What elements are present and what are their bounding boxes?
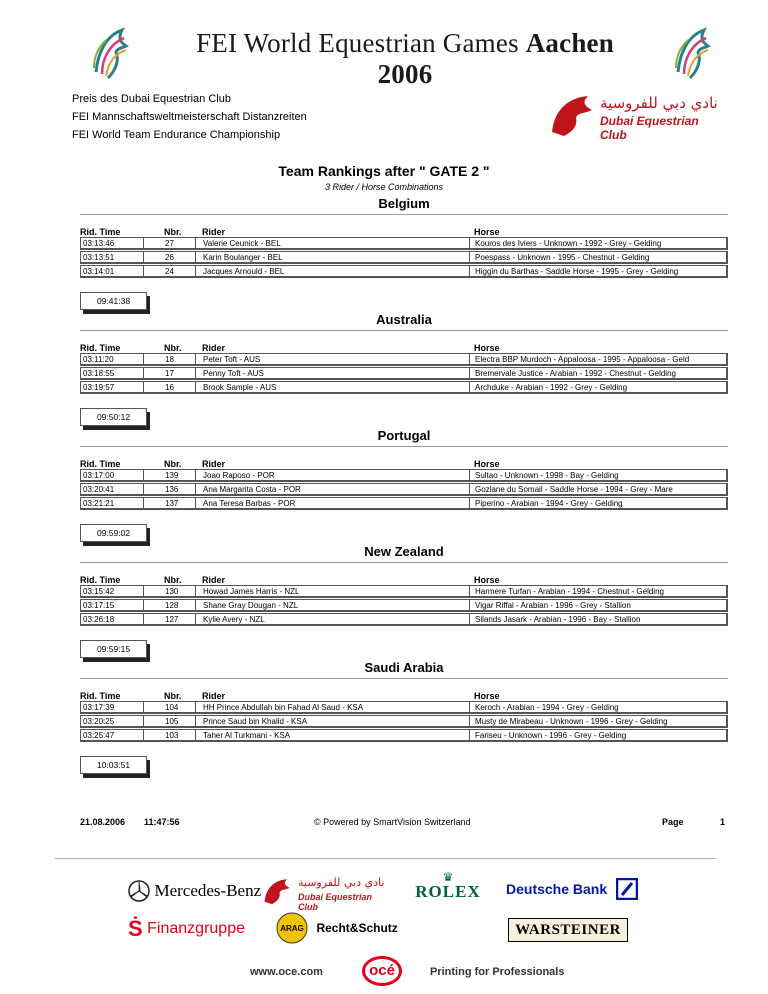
team-total-time: 09:41:38 (80, 292, 147, 310)
col-header-horse: Horse (474, 227, 500, 237)
rider-name: Kylie Avery - NZL (203, 615, 265, 624)
page-title: Team Rankings after " GATE 2 " (278, 163, 490, 179)
table-row (80, 353, 728, 366)
ride-time: 03:26:18 (83, 615, 115, 624)
col-divider (143, 382, 144, 392)
dec-horse-icon (548, 92, 596, 138)
ride-time: 03:20:25 (83, 717, 115, 726)
footer-powered: © Powered by SmartVision Switzerland (314, 817, 471, 827)
col-divider (469, 470, 470, 480)
ride-time: 03:15:42 (83, 587, 115, 596)
horse-description: Silands Jasark - Arabian - 1996 - Bay - Stallion (475, 615, 641, 624)
col-header-rider: Rider (202, 343, 226, 353)
country-name: Australia (376, 312, 432, 327)
table-row (80, 265, 728, 278)
dec-sponsor-horse-icon (262, 876, 292, 906)
col-header-horse: Horse (474, 459, 500, 469)
col-divider (143, 498, 144, 508)
col-divider (469, 614, 470, 624)
col-divider (143, 600, 144, 610)
team-total-time: 09:59:15 (80, 640, 147, 658)
rider-name: Penny Toft - AUS (203, 369, 264, 378)
col-divider (195, 266, 196, 276)
rider-name: Brook Sample - AUS (203, 383, 277, 392)
rider-name: Ana Margarita Costa - POR (203, 485, 301, 494)
header-line-1: Preis des Dubai Equestrian Club (72, 93, 231, 105)
table-row (80, 701, 728, 714)
col-header-time: Rid. Time (80, 343, 121, 353)
bib-number: 18 (165, 355, 174, 364)
col-divider (195, 484, 196, 494)
country-name: Portugal (377, 428, 431, 443)
ride-time: 03:19:57 (83, 383, 115, 392)
horse-description: Vigar Riffal - Arabian - 1996 - Grey - Stallion (475, 601, 631, 610)
bib-number: 103 (165, 731, 179, 740)
col-divider (143, 484, 144, 494)
sponsor-divider (55, 858, 715, 859)
ride-time: 03:13:51 (83, 253, 115, 262)
col-divider (469, 252, 470, 262)
col-divider (469, 354, 470, 364)
mercedes-benz-logo: Mercedes-Benz (128, 880, 261, 902)
table-row (80, 237, 728, 250)
country-divider (80, 446, 728, 447)
horse-description: Keroch - Arabian - 1994 - Grey - Gelding (475, 703, 619, 712)
col-divider (143, 702, 144, 712)
col-divider (195, 368, 196, 378)
col-divider (469, 266, 470, 276)
footer-time: 11:47:56 (144, 817, 180, 827)
col-divider (143, 470, 144, 480)
footer-page-label: Page (662, 817, 684, 827)
col-header-rider: Rider (202, 691, 226, 701)
horse-description: Kouros des Iviers - Unknown - 1992 - Grey - Gelding (475, 239, 662, 248)
col-divider (195, 730, 196, 740)
ride-time: 03:17:00 (83, 471, 115, 480)
col-divider (195, 716, 196, 726)
col-divider (195, 586, 196, 596)
table-row (80, 251, 728, 264)
bib-number: 105 (165, 717, 179, 726)
team-total-time: 09:59:02 (80, 524, 147, 542)
col-header-horse: Horse (474, 691, 500, 701)
horse-description: Bremervale Justice - Arabian - 1992 - Chestnut - Gelding (475, 369, 676, 378)
rider-name: Jacques Arnould - BEL (203, 267, 285, 276)
horse-description: Fariseu - Unknown - 1996 - Grey - Gelding (475, 731, 627, 740)
horse-head-logo-right (670, 22, 718, 82)
ride-time: 03:11:20 (83, 355, 114, 364)
col-header-time: Rid. Time (80, 459, 121, 469)
col-header-nbr: Nbr. (164, 691, 182, 701)
rider-name: Ana Teresa Barbas - POR (203, 499, 296, 508)
col-divider (469, 498, 470, 508)
rider-name: HH Prince Abdullah bin Fahad Al Saud - KSA (203, 703, 364, 712)
country-name: Belgium (378, 196, 430, 211)
dec-logo-arabic: نادي دبي للفروسية (600, 94, 718, 112)
bib-number: 128 (165, 601, 179, 610)
horse-description: Musty de Mirabeau - Unknown - 1996 - Grey - Gelding (475, 717, 668, 726)
rider-name: Karin Boulanger - BEL (203, 253, 283, 262)
rider-name: Howad James Harris - NZL (203, 587, 300, 596)
col-divider (195, 498, 196, 508)
col-header-nbr: Nbr. (164, 575, 182, 585)
col-divider (143, 354, 144, 364)
table-row (80, 585, 728, 598)
dec-sponsor-logo: نادي دبي للفروسية Dubai Equestrian Club (262, 876, 394, 906)
col-header-horse: Horse (474, 343, 500, 353)
page-subtitle: 3 Rider / Horse Combinations (324, 182, 444, 192)
col-divider (195, 252, 196, 262)
col-divider (469, 730, 470, 740)
col-header-rider: Rider (202, 227, 226, 237)
rolex-crown-icon: ♛ (442, 870, 454, 884)
ride-time: 03:21:21 (83, 499, 115, 508)
ride-time: 03:17:39 (83, 703, 115, 712)
sparkasse-s-icon: Ṡ (128, 916, 143, 941)
col-divider (195, 382, 196, 392)
horse-description: Harmere Turfan - Arabian - 1994 - Chestnut - Gelding (475, 587, 664, 596)
bib-number: 137 (165, 499, 179, 508)
col-divider (143, 586, 144, 596)
dec-logo-english: Dubai Equestrian Club (600, 114, 699, 142)
ride-time: 03:14:01 (83, 267, 115, 276)
deutsche-bank-slash-icon (616, 878, 638, 900)
ride-time: 03:13:46 (83, 239, 115, 248)
col-header-time: Rid. Time (80, 227, 121, 237)
col-divider (469, 600, 470, 610)
horse-description: Archduke - Arabian - 1992 - Grey - Gelding (475, 383, 628, 392)
bib-number: 16 (165, 383, 174, 392)
table-row (80, 497, 728, 510)
team-section (80, 544, 728, 660)
bib-number: 139 (165, 471, 179, 480)
col-divider (143, 368, 144, 378)
table-row (80, 729, 728, 742)
horse-description: Higgin du Barthas - Saddle Horse - 1995 - Grey - Gelding (475, 267, 679, 276)
col-header-horse: Horse (474, 575, 500, 585)
col-divider (143, 238, 144, 248)
col-header-nbr: Nbr. (164, 227, 182, 237)
bib-number: 127 (165, 615, 179, 624)
col-divider (143, 266, 144, 276)
table-row (80, 599, 728, 612)
rider-name: Joao Raposo - POR (203, 471, 275, 480)
col-divider (143, 716, 144, 726)
bib-number: 104 (165, 703, 179, 712)
oce-url: www.oce.com (250, 966, 323, 978)
arag-logo: ARAG Recht&Schutz (276, 912, 398, 944)
table-row (80, 469, 728, 482)
oce-tagline: Printing for Professionals (430, 966, 565, 978)
col-divider (143, 614, 144, 624)
team-section (80, 660, 728, 776)
col-header-nbr: Nbr. (164, 459, 182, 469)
team-total-time: 09:50:12 (80, 408, 147, 426)
col-divider (195, 238, 196, 248)
table-row (80, 715, 728, 728)
table-row (80, 483, 728, 496)
mercedes-star-icon (128, 880, 150, 902)
team-section (80, 312, 728, 428)
ride-time: 03:17:15 (83, 601, 115, 610)
rider-name: Taher Al Turkmani - KSA (203, 731, 291, 740)
col-divider (469, 238, 470, 248)
horse-description: Electra BBP Murdoch - Appaloosa - 1995 - Appaloosa - Geld (475, 355, 690, 364)
col-divider (195, 614, 196, 624)
horse-description: Poespass - Unknown - 1995 - Chestnut - Gelding (475, 253, 650, 262)
table-row (80, 613, 728, 626)
horse-description: Sultao - Unknown - 1998 - Bay - Gelding (475, 471, 619, 480)
col-divider (469, 586, 470, 596)
ride-time: 03:18:55 (83, 369, 115, 378)
ride-time: 03:20:41 (83, 485, 115, 494)
dubai-equestrian-club-logo (548, 92, 728, 142)
rolex-logo: ♛ ROLEX (415, 870, 481, 901)
warsteiner-logo: WARSTEINER (508, 918, 628, 942)
col-header-nbr: Nbr. (164, 343, 182, 353)
country-divider (80, 330, 728, 331)
bib-number: 26 (165, 253, 174, 262)
col-divider (195, 600, 196, 610)
country-divider (80, 214, 728, 215)
country-name: New Zealand (364, 544, 444, 559)
rider-name: Peter Toft - AUS (203, 355, 261, 364)
col-divider (195, 702, 196, 712)
team-section (80, 196, 728, 312)
header-line-2: FEI Mannschaftsweltmeisterschaft Distanzreiten (72, 111, 307, 123)
col-divider (143, 252, 144, 262)
horse-description: Piperino - Arabian - 1994 - Grey - Gelding (475, 499, 623, 508)
team-total-time: 10:03:51 (80, 756, 147, 774)
bib-number: 136 (165, 485, 179, 494)
country-divider (80, 562, 728, 563)
bib-number: 27 (165, 239, 174, 248)
footer-page-number: 1 (720, 817, 726, 827)
footer-date: 21.08.2006 (80, 817, 126, 827)
team-section (80, 428, 728, 544)
table-row (80, 367, 728, 380)
col-divider (469, 716, 470, 726)
col-divider (143, 730, 144, 740)
col-header-time: Rid. Time (80, 691, 121, 701)
arag-badge-icon (276, 912, 308, 944)
col-divider (469, 702, 470, 712)
country-name: Saudi Arabia (364, 660, 444, 675)
col-divider (195, 354, 196, 364)
bib-number: 17 (165, 369, 174, 378)
header-line-3: FEI World Team Endurance Championship (72, 129, 281, 141)
table-row (80, 381, 728, 394)
horse-description: Gozlane du Somail - Saddle Horse - 1994 - Grey - Mare (475, 485, 673, 494)
event-title: FEI World Equestrian Games Aachen 2006 (196, 28, 614, 89)
horse-head-logo-left (88, 22, 136, 82)
ride-time: 03:25:47 (83, 731, 115, 740)
rider-name: Valerie Ceunick - BEL (203, 239, 281, 248)
bib-number: 130 (165, 587, 179, 596)
col-header-rider: Rider (202, 459, 226, 469)
sparkasse-logo: Ṡ Finanzgruppe (128, 916, 245, 941)
bib-number: 24 (165, 267, 174, 276)
country-divider (80, 678, 728, 679)
deutsche-bank-logo: Deutsche Bank (506, 878, 638, 900)
col-divider (469, 382, 470, 392)
col-header-rider: Rider (202, 575, 226, 585)
col-divider (195, 470, 196, 480)
svg-text:ARAG: ARAG (280, 924, 304, 933)
col-divider (469, 484, 470, 494)
oce-logo: océ (362, 956, 402, 986)
col-divider (469, 368, 470, 378)
col-header-time: Rid. Time (80, 575, 121, 585)
rider-name: Shane Gray Dougan - NZL (203, 601, 299, 610)
rider-name: Prince Saud bin Khalid - KSA (203, 717, 308, 726)
